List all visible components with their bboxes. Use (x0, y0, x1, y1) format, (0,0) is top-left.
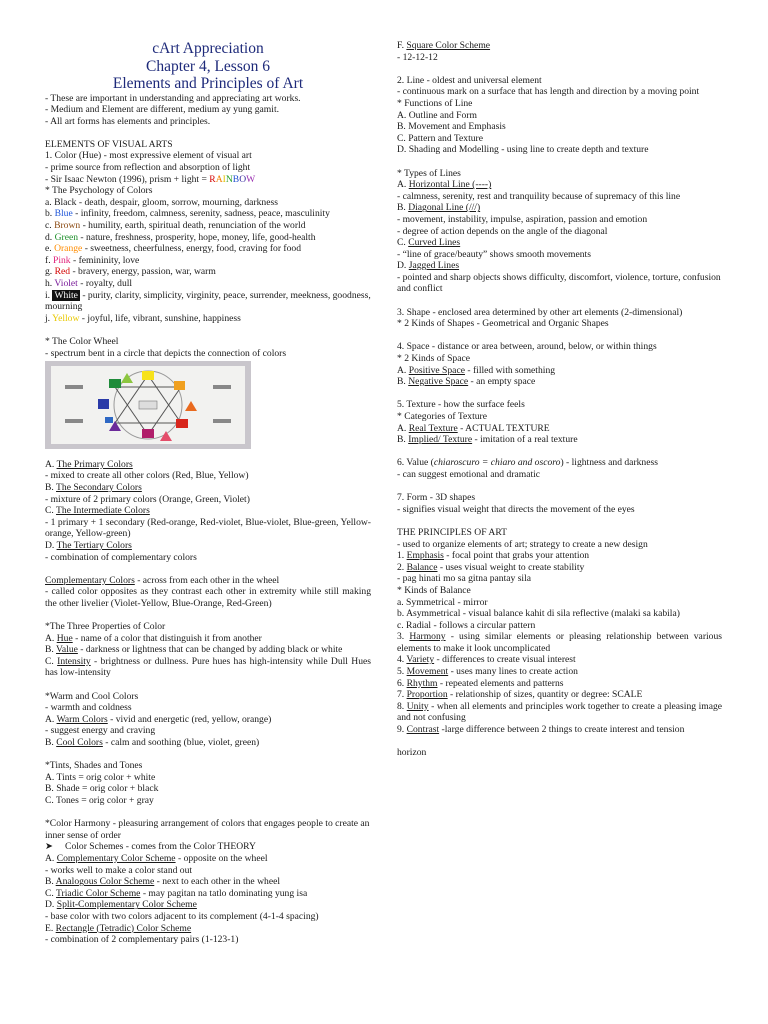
psychology-item: h. Violet - royalty, dull (45, 278, 133, 289)
form-line: - signifies visual weight that directs the movement of the eyes (397, 503, 635, 515)
complementary-term: Complementary Colors (45, 574, 135, 586)
scheme-c: C. Triadic Color Scheme - may pagitan na tatlo dominating yung isa (45, 887, 308, 899)
warm-cool-line: - suggest energy and craving (45, 725, 156, 737)
texture-a: A. Real Texture - ACTUAL TEXTURE (397, 422, 550, 434)
color-entry: 1. Color (Hue) - most expressive element of visual art (45, 150, 252, 162)
psychology-heading: * The Psychology of Colors (45, 185, 153, 197)
warm-cool-line: - warmth and coldness (45, 702, 132, 714)
color-group-item: A. The Primary Colors (45, 458, 133, 470)
scheme-e: E. Rectangle (Tetradic) Color Scheme (45, 922, 192, 934)
rainbow-letter: A (215, 173, 223, 185)
function-item: A. Outline and Form (397, 109, 477, 121)
type-a-line: - calmness, serenity, rest and tranquility because of supremacy of this line (397, 190, 681, 202)
space-a: A. Positive Space - filled with something (397, 364, 556, 376)
color-term: Pink (53, 254, 71, 266)
principle-item: 6. Rhythm - repeated elements and patterns (397, 677, 564, 689)
balance-entry: 2. Balance - uses visual weight to create stability (397, 561, 585, 573)
color-group-line: - mixture of 2 primary colors (Orange, Green, Violet) (45, 493, 250, 505)
form-entry: 7. Form - 3D shapes (397, 492, 476, 504)
psychology-item: c. Brown - humility, earth, spiritual death, renunciation of the world (45, 220, 306, 232)
function-item: C. Pattern and Texture (397, 132, 484, 144)
scheme-a: A. Complementary Color Scheme - opposite on the wheel (45, 852, 268, 864)
cool-entry: B. Cool Colors - calm and soothing (blue, violet, green) (45, 737, 260, 748)
color-term: Black (54, 196, 77, 208)
color-term: Yellow (52, 312, 80, 324)
intro-line: - Medium and Element are different, medium ay yung gamit. (45, 104, 280, 116)
psychology-item: b. Blue - infinity, freedom, calmness, serenity, sadness, peace, masculinity (45, 208, 330, 220)
principles-line: - used to organize elements of art; strategy to create a new design (397, 538, 648, 550)
color-term: Color (54, 150, 77, 162)
properties-list (45, 633, 371, 679)
type-d-line: - pointed and sharp objects shows difficulty, discomfort, violence, torture, confusion and conflict (397, 271, 721, 295)
color-term: Violet (54, 278, 78, 289)
kind-item: b. Asymmetrical - visual balance kahit di sila reflective (malaki sa kabila) (397, 608, 680, 620)
type-d: D. Jagged Lines (397, 260, 460, 272)
types-heading: * Types of Lines (397, 167, 461, 179)
color-term: Blue (54, 208, 73, 220)
page-title-line2: Chapter 4, Lesson 6 (146, 57, 270, 75)
warm-cool-heading: *Warm and Cool Colors (45, 690, 139, 702)
tints-item: A. Tints = orig color + white (45, 771, 156, 783)
kind-item: a. Symmetrical - mirror (397, 596, 488, 608)
color-term: White (54, 289, 78, 301)
texture-entry: 5. Texture - how the surface feels (397, 399, 525, 411)
space-line: * 2 Kinds of Space (397, 353, 471, 365)
property-item: A. Hue - name of a color that distinguish it from another (45, 632, 262, 644)
scheme-f: F. Square Color Scheme (397, 40, 491, 51)
scheme-d: D. Split-Complementary Color Scheme (45, 899, 197, 911)
color-term: Red (54, 266, 71, 278)
color-group-line: - combination of complementary colors (45, 551, 197, 563)
function-item: B. Movement and Emphasis (397, 121, 506, 133)
psychology-item: i. White - purity, clarity, simplicity, virginity, peace, surrender, meekness, goodness, mourning (45, 289, 371, 313)
type-b: B. Diagonal Line (///) (397, 202, 481, 214)
psychology-list (45, 197, 371, 325)
rainbow-letter: B (232, 173, 240, 185)
properties-heading: *The Three Properties of Color (45, 621, 166, 633)
color-term: Brown (54, 220, 81, 232)
rainbow-letter: O (239, 173, 247, 185)
page-title-line1: cArt Appreciation (152, 40, 264, 57)
principle-item: 4. Variety - differences to create visual interest (397, 654, 576, 666)
color-group-line: - mixed to create all other colors (Red, Blue, Yellow) (45, 470, 249, 482)
arrow-icon: ➤ (45, 841, 54, 853)
texture-line: * Categories of Texture (397, 411, 487, 422)
color-group-item: D. The Tertiary Colors (45, 539, 132, 551)
complementary-line: - called color opposites as they contrast each other in extremity while still making the other livelier (Violet-Yellow, Blue-Orange, Red-Green) (45, 586, 371, 609)
kind-item: c. Radial - follows a circular pattern (397, 619, 536, 631)
elements-heading: ELEMENTS OF VISUAL ARTS (45, 138, 173, 150)
rainbow-letter: I (222, 173, 226, 185)
scheme-b: B. Analogous Color Scheme - next to each other in the wheel (45, 876, 281, 888)
principle-item: 8. Unity - when all elements and principles work together to create a pleasing image and not confusing (397, 700, 723, 724)
harmony-entry: *Color Harmony - pleasuring arrangement of colors that engages people to create an inner sense of order (45, 818, 370, 841)
psychology-item: d. Green - nature, freshness, prosperity, hope, money, life, good-health (45, 231, 316, 243)
rainbow-letter: R (209, 173, 216, 185)
value-line: - can suggest emotional and dramatic (397, 468, 541, 480)
rainbow-letter: W (246, 173, 256, 185)
type-c: C. Curved Lines (397, 237, 461, 249)
kinds-heading: * Kinds of Balance (397, 584, 471, 596)
psychology-item: g. Red - bravery, energy, passion, war, warm (45, 266, 216, 278)
rainbow-letter: N (225, 173, 233, 185)
functions-heading: * Functions of Line (397, 97, 473, 109)
tints-item: B. Shade = orig color + black (45, 783, 159, 795)
principles-heading: THE PRINCIPLES OF ART (397, 526, 508, 538)
principles-list (397, 631, 722, 735)
type-b-line2: - degree of action depends on the angle of the diagonal (397, 225, 608, 237)
emphasis-entry: 1. Emphasis - focal point that grabs your attention (397, 550, 590, 562)
type-a: A. Horizontal Line (----) (397, 179, 492, 191)
psychology-item: f. Pink - femininity, love (45, 254, 140, 266)
value-entry: 6. Value (chiaroscuro = chiaro and oscoro) - lightness and darkness (397, 457, 658, 469)
left-column (45, 0, 371, 946)
psychology-item: a. Black - death, despair, gloom, sorrow, mourning, darkness (45, 196, 278, 208)
principle-item: 3. Harmony - using similar elements or pleasing relationship between various elements to make it look uncomplicated (397, 631, 723, 654)
color-group-item: C. The Intermediate Colors (45, 505, 150, 517)
principle-item: 9. Contrast -large difference between 2 things to create interest and tension (397, 724, 685, 736)
type-c-line: - “line of grace/beauty” shows smooth movements (397, 248, 591, 260)
right-column (397, 0, 722, 759)
property-item: C. Intensity - brightness or dullness. Pure hues has high-intensity while Dull Hues has low-intensity (45, 655, 371, 679)
shape-entry: 3. Shape - enclosed area determined by other art elements (2-dimensional) (397, 306, 683, 318)
balance-line: - pag hinati mo sa gitna pantay sila (397, 573, 532, 585)
color-group-line: - 1 primary + 1 secondary (Red-orange, Red-violet, Blue-violet, Blue-green, Yellow-orange, Yellow-green) (45, 516, 371, 540)
shape-line: * 2 Kinds of Shapes - Geometrical and Organic Shapes (397, 318, 609, 330)
intro-line: - These are important in understanding and appreciating art works. (45, 92, 301, 104)
type-b-line: - movement, instability, impulse, aspiration, passion and emotion (397, 213, 648, 225)
property-item: B. Value - darkness or lightness that can be changed by adding black or white (45, 644, 343, 656)
function-item: D. Shading and Modelling - using line to create depth and texture (397, 144, 649, 156)
intro-line: - All art forms has elements and principles. (45, 115, 211, 127)
color-group-item: B. The Secondary Colors (45, 481, 142, 493)
line-def: - continuous mark on a surface that has length and direction by a moving point (397, 86, 700, 98)
scheme-e-line: - combination of 2 complementary pairs (1-123-1) (45, 934, 239, 946)
scheme-a-line: - works well to make a color stand out (45, 864, 193, 876)
tail-text: horizon (397, 747, 427, 759)
color-term: Orange (54, 243, 83, 255)
color-wheel-def: - spectrum bent in a circle that depicts the connection of colors (45, 347, 287, 359)
psychology-item: j. Yellow - joyful, life, vibrant, sunshine, happiness (45, 312, 241, 324)
color-line: - prime source from reflection and absorption of light (45, 162, 251, 174)
complementary-entry: Complementary Colors - across from each other in the wheel (45, 574, 280, 586)
line-entry: 2. Line - oldest and universal element (397, 74, 542, 86)
psychology-item: e. Orange - sweetness, cheerfulness, energy, food, craving for food (45, 243, 302, 255)
principle-item: 7. Proportion - relationship of sizes, quantity or degree: SCALE (397, 689, 643, 701)
color-groups (45, 459, 371, 563)
color-line: - Sir Isaac Newton (1996), prism + light = RAINBOW (45, 173, 256, 185)
color-wheel-heading: * The Color Wheel (45, 335, 119, 347)
color-wheel-image (45, 361, 251, 449)
scheme-d-line: - base color with two colors adjacent to its complement (4-1-4 spacing) (45, 910, 319, 922)
tints-item: C. Tones = orig color + gray (45, 794, 154, 806)
principle-item: 5. Movement - uses many lines to create action (397, 666, 578, 678)
warm-entry: A. Warm Colors - vivid and energetic (red, yellow, orange) (45, 713, 272, 725)
space-entry: 4. Space - distance or area between, around, below, or within things (397, 341, 657, 353)
tints-heading: *Tints, Shades and Tones (45, 760, 143, 772)
schemes-line: ➤ Color Schemes - comes from the Color THEORY (45, 841, 256, 853)
space-b: B. Negative Space - an empty space (397, 376, 536, 388)
texture-b: B. Implied/ Texture - imitation of a real texture (397, 434, 578, 446)
color-term: Green (54, 231, 79, 243)
page-title-line3: Elements and Principles of Art (112, 75, 304, 92)
scheme-f-line: - 12-12-12 (397, 51, 438, 63)
